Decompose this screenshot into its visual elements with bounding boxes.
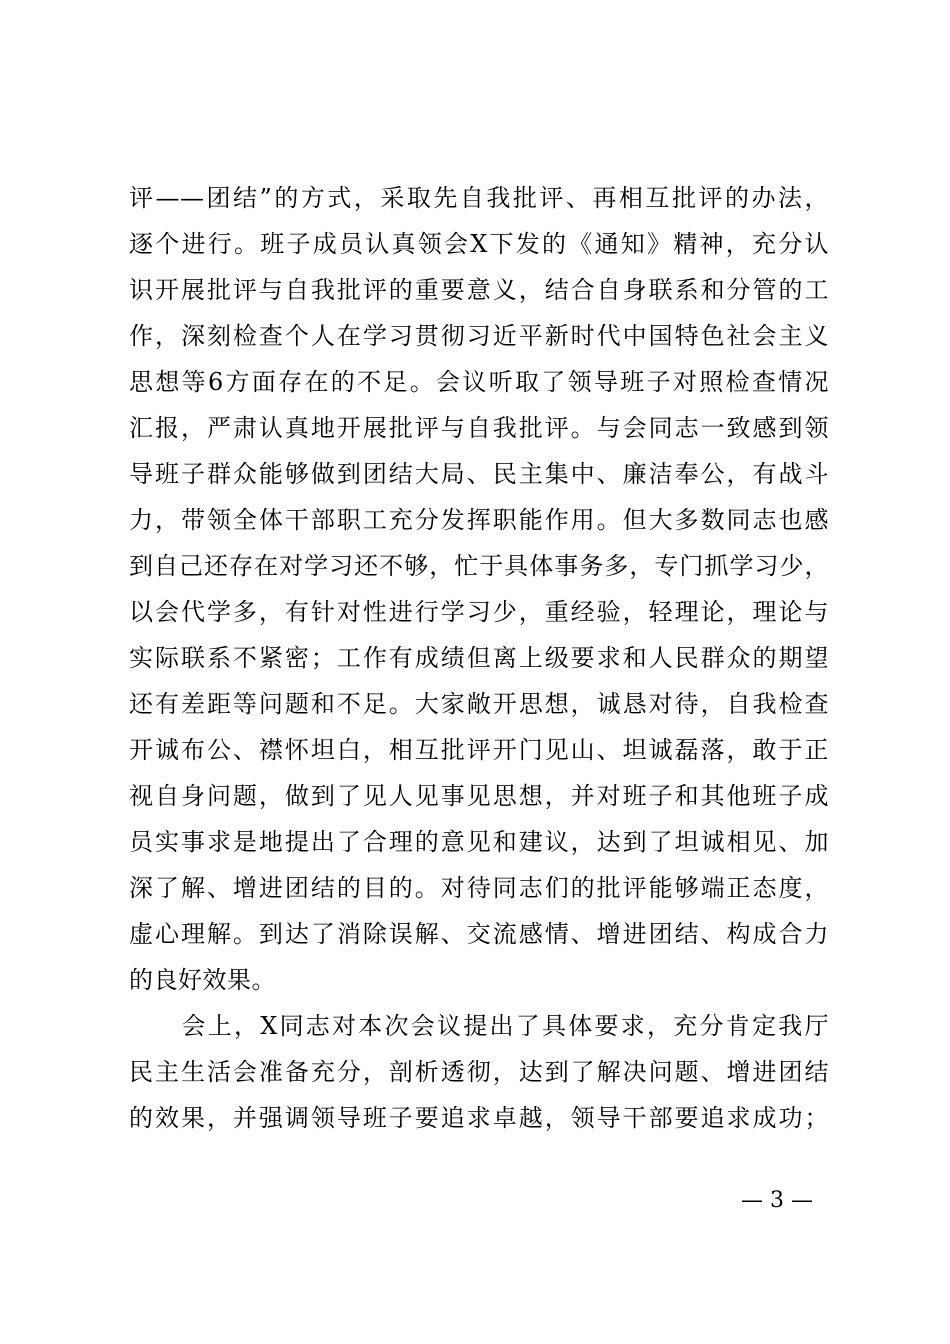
text-line: 汇报，严肃认真地开展批评与自我批评。与会同志一致感到领: [129, 414, 829, 442]
text-line: 深了解、增进团结的目的。对待同志们的批评能够端正态度，: [129, 874, 829, 902]
text-line: 实际联系不紧密；工作有成绩但离上级要求和人民群众的期望: [129, 644, 829, 672]
text-line: 力，带领全体干部职工充分发挥职能作用。但大多数同志也感: [129, 506, 829, 534]
text-line: 思想等6方面存在的不足。会议听取了领导班子对照检查情况: [129, 368, 829, 396]
page-number: — 3 —: [741, 1188, 813, 1213]
text-line: 民主生活会准备充分，剖析透彻，达到了解决问题、增进团结: [129, 1058, 829, 1086]
text-line: 逐个进行。班子成员认真领会X下发的《通知》精神，充分认: [129, 230, 829, 258]
text-line: 还有差距等问题和不足。大家敞开思想，诚恳对待，自我检查: [129, 690, 829, 718]
text-line: 会上，X同志对本次会议提出了具体要求，充分肯定我厅: [129, 1012, 829, 1040]
paragraph-1: [129, 175, 829, 1003]
text-line: 开诚布公、襟怀坦白，相互批评开门见山、坦诚磊落，敢于正: [129, 736, 829, 764]
text-line: 虚心理解。到达了消除误解、交流感情、增进团结、构成合力: [129, 920, 829, 948]
text-line: 以会代学多，有针对性进行学习少，重经验，轻理论，理论与: [129, 598, 829, 626]
text-line: 到自己还存在对学习还不够，忙于具体事务多，专门抓学习少，: [129, 552, 829, 580]
text-line: 的效果，并强调领导班子要追求卓越，领导干部要追求成功；: [129, 1104, 829, 1132]
body-text: [129, 175, 829, 1141]
text-line: 评——团结”的方式，采取先自我批评、再相互批评的办法，: [129, 184, 829, 212]
text-line: 作，深刻检查个人在学习贯彻习近平新时代中国特色社会主义: [129, 322, 829, 350]
paragraph-2: [129, 1003, 829, 1141]
text-line: 视自身问题，做到了见人见事见思想，并对班子和其他班子成: [129, 782, 829, 810]
text-line: 的良好效果。: [129, 966, 276, 994]
text-line: 识开展批评与自我批评的重要意义，结合自身联系和分管的工: [129, 276, 829, 304]
text-line: 导班子群众能够做到团结大局、民主集中、廉洁奉公，有战斗: [129, 460, 829, 488]
text-line: 员实事求是地提出了合理的意见和建议，达到了坦诚相见、加: [129, 828, 829, 856]
